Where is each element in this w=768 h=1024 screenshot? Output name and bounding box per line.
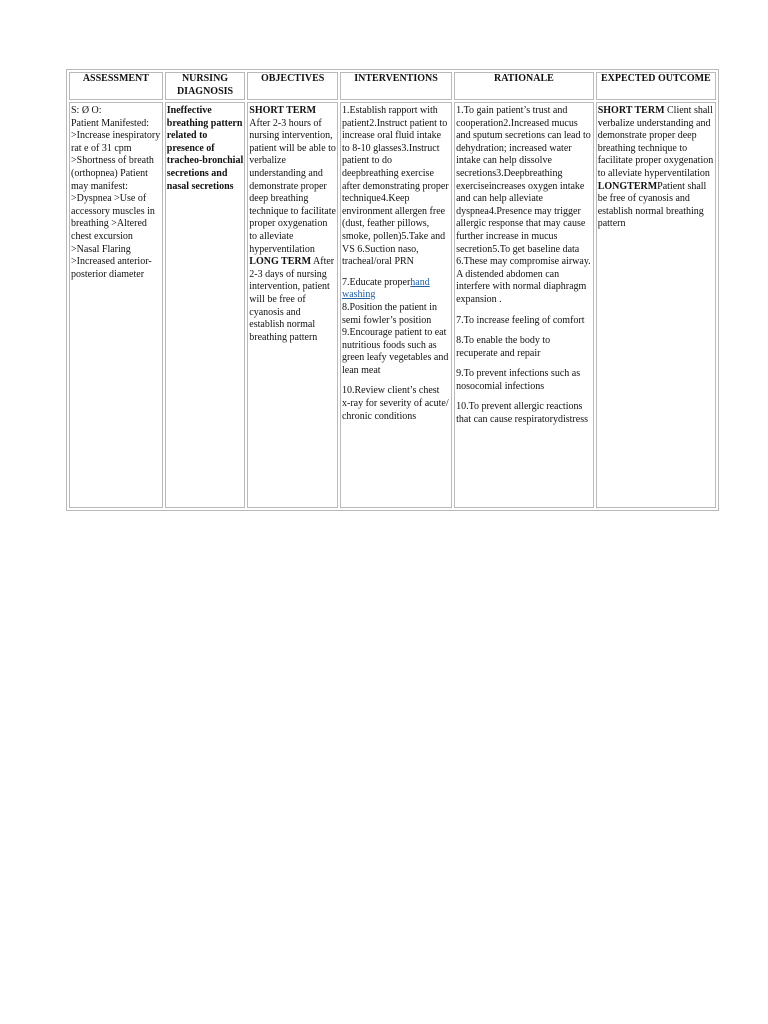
header-assessment: ASSESSMENT	[69, 72, 163, 100]
header-objectives: OBJECTIVES	[247, 72, 338, 100]
assessment-so-line: S: Ø O:	[71, 105, 102, 116]
diagnosis-cell	[165, 102, 246, 508]
assessment-text: Patient Manifested: >Increase inespiratory rat e of 31 cpm >Shortness of breath (orthopnea) Patient may manifest: >Dyspnea >Use of accessory muscles in breathing >Altered chest excursion >Nasal Flaring >Increased anterior-posterior diameter	[71, 117, 161, 280]
interventions-items-1-6: 1.Establish rapport with patient2.Instruct patient to increase oral fluid intake to 8-10 glasses3.Instruct patient to do deepbreathing exercise after demonstrating proper technique4.Keep environment allergen free (dust, feather pillows, smoke, pollen)5.Take and VS 6.Suction naso, tracheal/oral PRN	[341, 105, 449, 268]
rationale-items-1-6: 1.To gain patient’s trust and cooperation2.Increased mucus and sputum secretions can lead to dehydration; increased water intake can help dissolve secretions3.Deepbreathing exerciseincreases oxygen intake and can help alleviate dyspnea4.Presence may trigger allergic response that may cause further increase in mucus secretion5.To get baseline data 6.These may compromise airway. A distended abdomen can interfere with normal diaphragm expansion .	[456, 105, 591, 305]
objectives-cell	[247, 102, 338, 508]
objectives-long-term-label: LONG TERM	[249, 256, 312, 268]
interventions-cell	[340, 102, 452, 508]
header-interventions: INTERVENTIONS	[340, 72, 452, 100]
outcome-long-term-text: Patient shall be free of cyanosis and establish normal breathing pattern	[597, 180, 707, 230]
outcome-long-term-label: LONGTERM	[597, 180, 658, 192]
interventions-items-8-9: 8.Position the patient in semi fowler’s position 9.Encourage patient to eat nutritious foods such as green leafy vegetables and lean meat	[341, 301, 449, 376]
header-expected-outcome: EXPECTED OUTCOME	[596, 72, 716, 100]
rationale-item-7: 7.To increase feeling of comfort	[456, 314, 585, 326]
rationale-cell	[454, 102, 594, 508]
objectives-short-term-label: SHORT TERM	[249, 105, 317, 116]
hand-washing-link[interactable]: hand washing	[341, 276, 430, 301]
objectives-short-term-text: After 2-3 hours of nursing intervention, patient will be able to verbalize understanding and demonstrate proper deep breathing technique to facilitate proper oxygenation to alleviate hyperventilation	[249, 117, 336, 255]
table-row	[69, 102, 716, 508]
rationale-item-10: 10.To prevent allergic reactions that can cause respiratorydistress	[456, 401, 588, 426]
nursing-care-plan-table	[66, 69, 719, 511]
header-rationale: RATIONALE	[454, 72, 594, 100]
rationale-item-9: 9.To prevent infections such as nosocomial infections	[456, 368, 581, 392]
diagnosis-text: Ineffective breathing pattern related to presence of tracheo-bronchial secretions and nasal secretions	[166, 105, 244, 192]
interventions-item-7-prefix: 7.Educate proper	[341, 276, 411, 288]
interventions-item-10: 10.Review client’s chest x-ray for severity of acute/ chronic conditions	[341, 385, 449, 422]
header-nursing-diagnosis: NURSING DIAGNOSIS	[165, 72, 246, 100]
header-row	[69, 72, 716, 100]
outcome-short-term-text: Client shall verbalize understanding and demonstrate proper deep breathing technique to facilitate proper oxygenation to alleviate hyperventilation	[597, 105, 714, 179]
rationale-item-8: 8.To enable the body to recuperate and repair	[456, 335, 551, 359]
assessment-cell	[69, 102, 163, 508]
outcome-short-term-label: SHORT TERM	[597, 105, 665, 116]
expected-outcome-cell	[596, 102, 716, 508]
objectives-long-term-text: After 2-3 days of nursing intervention, patient will be free of cyanosis and establish normal breathing pattern	[249, 256, 335, 343]
